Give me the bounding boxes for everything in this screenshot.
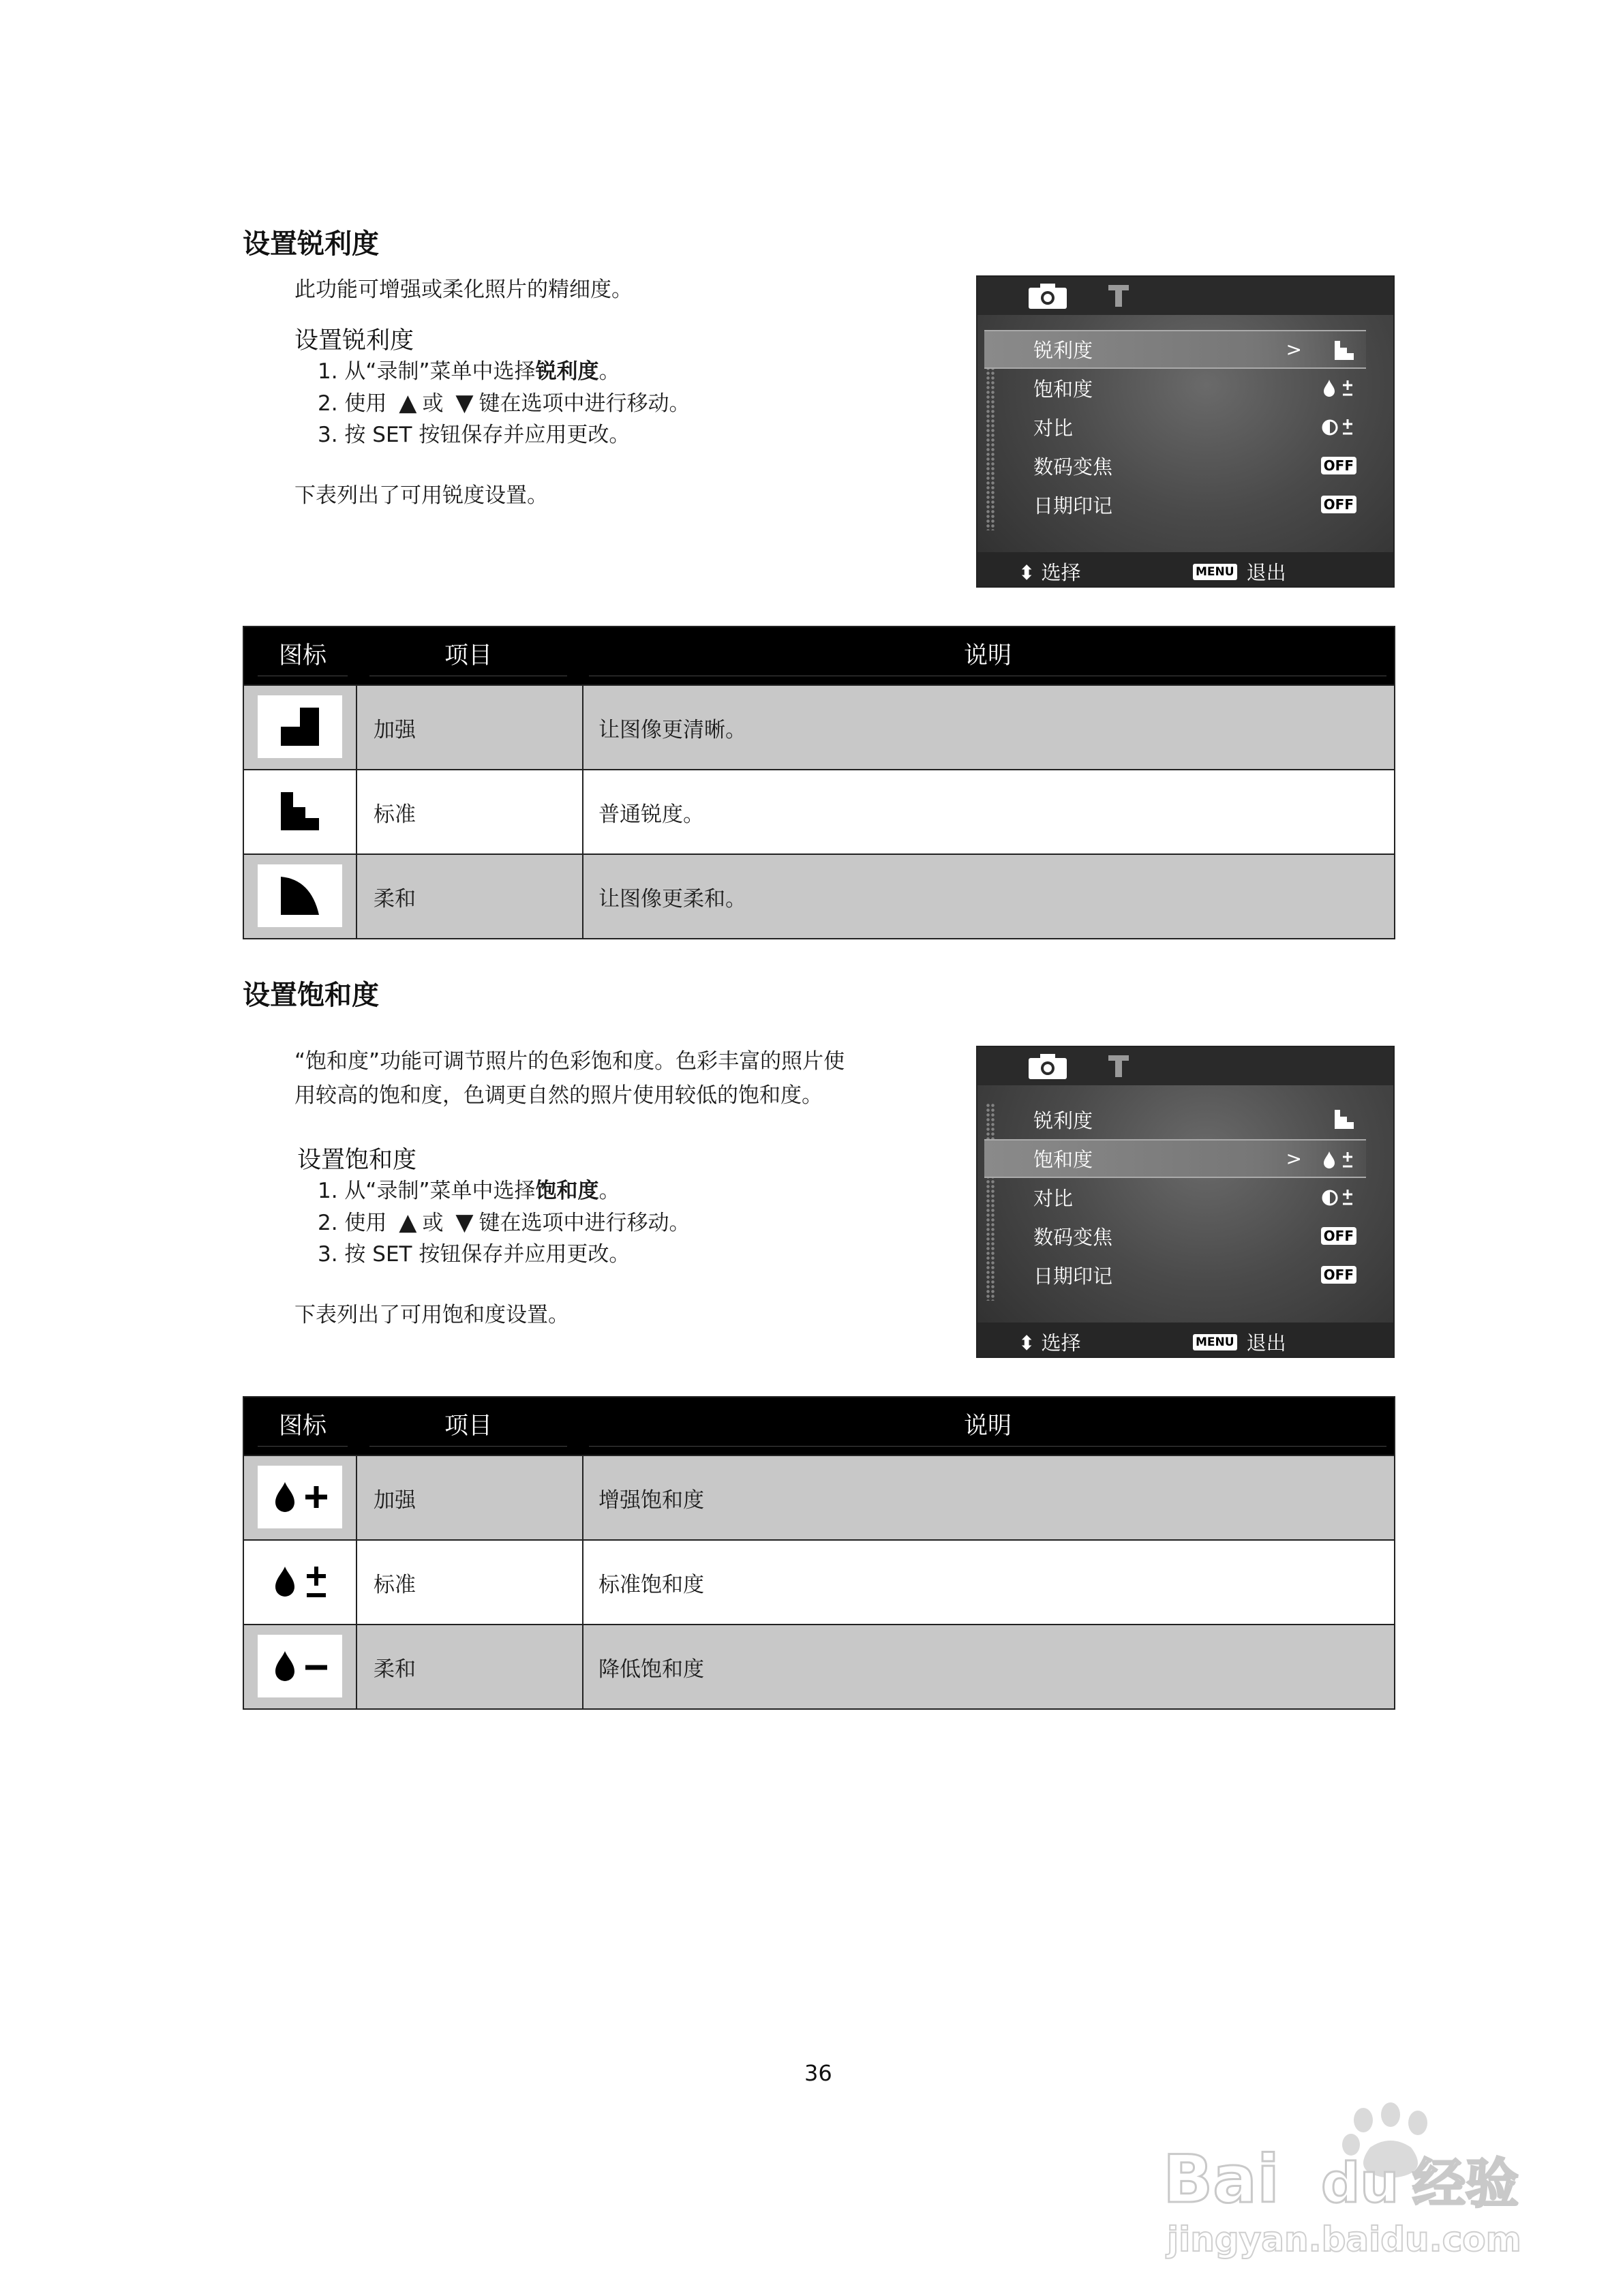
menu-item-date-stamp[interactable]: 日期印记 OFF xyxy=(984,1256,1366,1295)
menu-item-sharpness[interactable]: 锐利度 xyxy=(984,1100,1366,1139)
sharpness-steps xyxy=(318,356,690,451)
up-arrow-icon: ▲ xyxy=(399,1209,417,1236)
menu-item-contrast[interactable]: 对比 xyxy=(984,1178,1366,1217)
saturation-plus-icon xyxy=(266,1477,334,1517)
desc-cell: 让图像更柔和。 xyxy=(598,886,746,911)
down-arrow-icon: ▼ xyxy=(455,1209,474,1236)
menu-item-contrast[interactable]: 对比 xyxy=(984,408,1366,447)
desc-cell: 增强饱和度 xyxy=(598,1487,704,1513)
off-badge: OFF xyxy=(1321,457,1356,474)
menu-button-icon: MENU xyxy=(1193,564,1237,580)
saturation-subtitle: 设置饱和度 xyxy=(297,1147,417,1174)
camera-tab-icon xyxy=(1028,282,1067,309)
header-icon: 图标 xyxy=(258,1406,348,1447)
svg-text:Bai: Bai xyxy=(1163,2141,1279,2218)
saturation-plusminus-icon xyxy=(266,1561,334,1602)
step-2: 2. 使用 ▲ 或 ▼ 键在选项中进行移动。 xyxy=(318,387,690,419)
table-row xyxy=(244,854,1394,938)
section-title-saturation: 设置饱和度 xyxy=(243,980,379,1011)
item-cell: 柔和 xyxy=(357,1625,583,1708)
down-arrow-icon: ▼ xyxy=(455,389,474,417)
menu-item-saturation[interactable]: 饱和度 > xyxy=(984,1139,1366,1178)
footer-select: ⬍ 选择 xyxy=(1018,1331,1081,1355)
camera-tab-icon xyxy=(1028,1053,1067,1080)
saturation-icon xyxy=(1321,1149,1356,1170)
table-row xyxy=(244,684,1394,769)
page-number: 36 xyxy=(804,2060,832,2086)
header-item: 项目 xyxy=(369,1406,567,1447)
item-cell: 标准 xyxy=(357,1541,583,1624)
chevron-right-icon: > xyxy=(1286,1147,1302,1170)
item-cell: 加强 xyxy=(357,1456,583,1539)
saturation-intro: “饱和度”功能可调节照片的色彩饱和度。色彩丰富的照片使 用较高的饱和度，色调更自然的照片使用较低的饱和度。 xyxy=(294,1049,845,1108)
menu-button-icon: MENU xyxy=(1193,1334,1237,1350)
svg-text:du: du xyxy=(1321,2151,1399,2215)
table-header xyxy=(244,1398,1394,1455)
menu-item-digital-zoom[interactable]: 数码变焦 OFF xyxy=(984,1217,1366,1256)
saturation-icon xyxy=(1321,377,1356,399)
sharpness-normal-icon xyxy=(278,789,322,833)
header-item: 项目 xyxy=(369,635,567,676)
sharpness-subtitle: 设置锐利度 xyxy=(294,327,414,354)
item-cell: 柔和 xyxy=(357,855,583,938)
screen-menu xyxy=(984,1100,1366,1295)
saturation-steps xyxy=(318,1175,690,1270)
table-row xyxy=(244,1539,1394,1624)
saturation-table-intro: 下表列出了可用饱和度设置。 xyxy=(294,1303,569,1327)
item-cell: 标准 xyxy=(357,770,583,854)
off-badge: OFF xyxy=(1321,1227,1356,1245)
step-1: 1. 从“录制”菜单中选择饱和度。 xyxy=(318,1179,620,1203)
menu-item-saturation[interactable]: 饱和度 xyxy=(984,369,1366,408)
screen-menu xyxy=(984,330,1366,524)
step-1: 1. 从“录制”菜单中选择锐利度。 xyxy=(318,359,620,384)
table-row xyxy=(244,769,1394,854)
footer-exit: MENU 退出 xyxy=(1193,558,1286,586)
off-badge: OFF xyxy=(1321,1266,1356,1284)
header-desc: 说明 xyxy=(589,635,1386,676)
footer-select: ⬍ 选择 xyxy=(1018,561,1081,584)
desc-cell: 让图像更清晰。 xyxy=(598,717,746,742)
desc-cell: 普通锐度。 xyxy=(598,802,704,827)
sharpness-normal-icon xyxy=(1332,1108,1356,1130)
screen-tab-bar xyxy=(977,1047,1393,1085)
table-row xyxy=(244,1455,1394,1539)
sharpness-table-intro: 下表列出了可用锐度设置。 xyxy=(294,483,548,508)
table-header xyxy=(244,627,1394,684)
chevron-right-icon: > xyxy=(1286,338,1302,361)
sharpness-normal-icon xyxy=(1332,339,1356,361)
sharpness-strong-icon xyxy=(278,705,322,749)
svg-text:jingyan.baidu.com: jingyan.baidu.com xyxy=(1167,2220,1521,2259)
sharpness-table xyxy=(243,626,1395,939)
step-3: 3. 按 SET 按钮保存并应用更改。 xyxy=(318,423,631,447)
sharpness-intro: 此功能可增强或柔化照片的精细度。 xyxy=(294,277,633,302)
baidu-jingyan-watermark xyxy=(1159,2100,1541,2270)
menu-item-digital-zoom[interactable]: 数码变焦 OFF xyxy=(984,447,1366,485)
menu-item-date-stamp[interactable]: 日期印记 OFF xyxy=(984,485,1366,524)
up-arrow-icon: ▲ xyxy=(399,389,417,417)
footer-exit: MENU 退出 xyxy=(1193,1328,1286,1356)
contrast-icon xyxy=(1321,416,1356,438)
menu-item-sharpness[interactable]: 锐利度 > xyxy=(984,330,1366,369)
screen-footer xyxy=(977,1323,1393,1357)
svg-text:经验: 经验 xyxy=(1412,2154,1519,2215)
saturation-minus-icon xyxy=(266,1646,334,1687)
wrench-tab-icon xyxy=(1107,1054,1130,1078)
camera-menu-screen-saturation xyxy=(976,1046,1395,1358)
sharpness-soft-icon xyxy=(278,874,322,918)
desc-cell: 降低饱和度 xyxy=(598,1657,704,1682)
contrast-icon xyxy=(1321,1186,1356,1208)
screen-tab-bar xyxy=(977,277,1393,315)
screen-footer xyxy=(977,552,1393,586)
saturation-table xyxy=(243,1396,1395,1710)
camera-menu-screen-sharpness xyxy=(976,275,1395,588)
table-row xyxy=(244,1624,1394,1708)
step-2: 2. 使用 ▲ 或 ▼ 键在选项中进行移动。 xyxy=(318,1207,690,1239)
item-cell: 加强 xyxy=(357,686,583,769)
wrench-tab-icon xyxy=(1107,284,1130,308)
desc-cell: 标准饱和度 xyxy=(598,1572,704,1597)
off-badge: OFF xyxy=(1321,496,1356,513)
section-title-sharpness: 设置锐利度 xyxy=(243,228,379,260)
header-desc: 说明 xyxy=(589,1406,1386,1447)
step-3: 3. 按 SET 按钮保存并应用更改。 xyxy=(318,1242,631,1267)
header-icon: 图标 xyxy=(258,635,348,676)
